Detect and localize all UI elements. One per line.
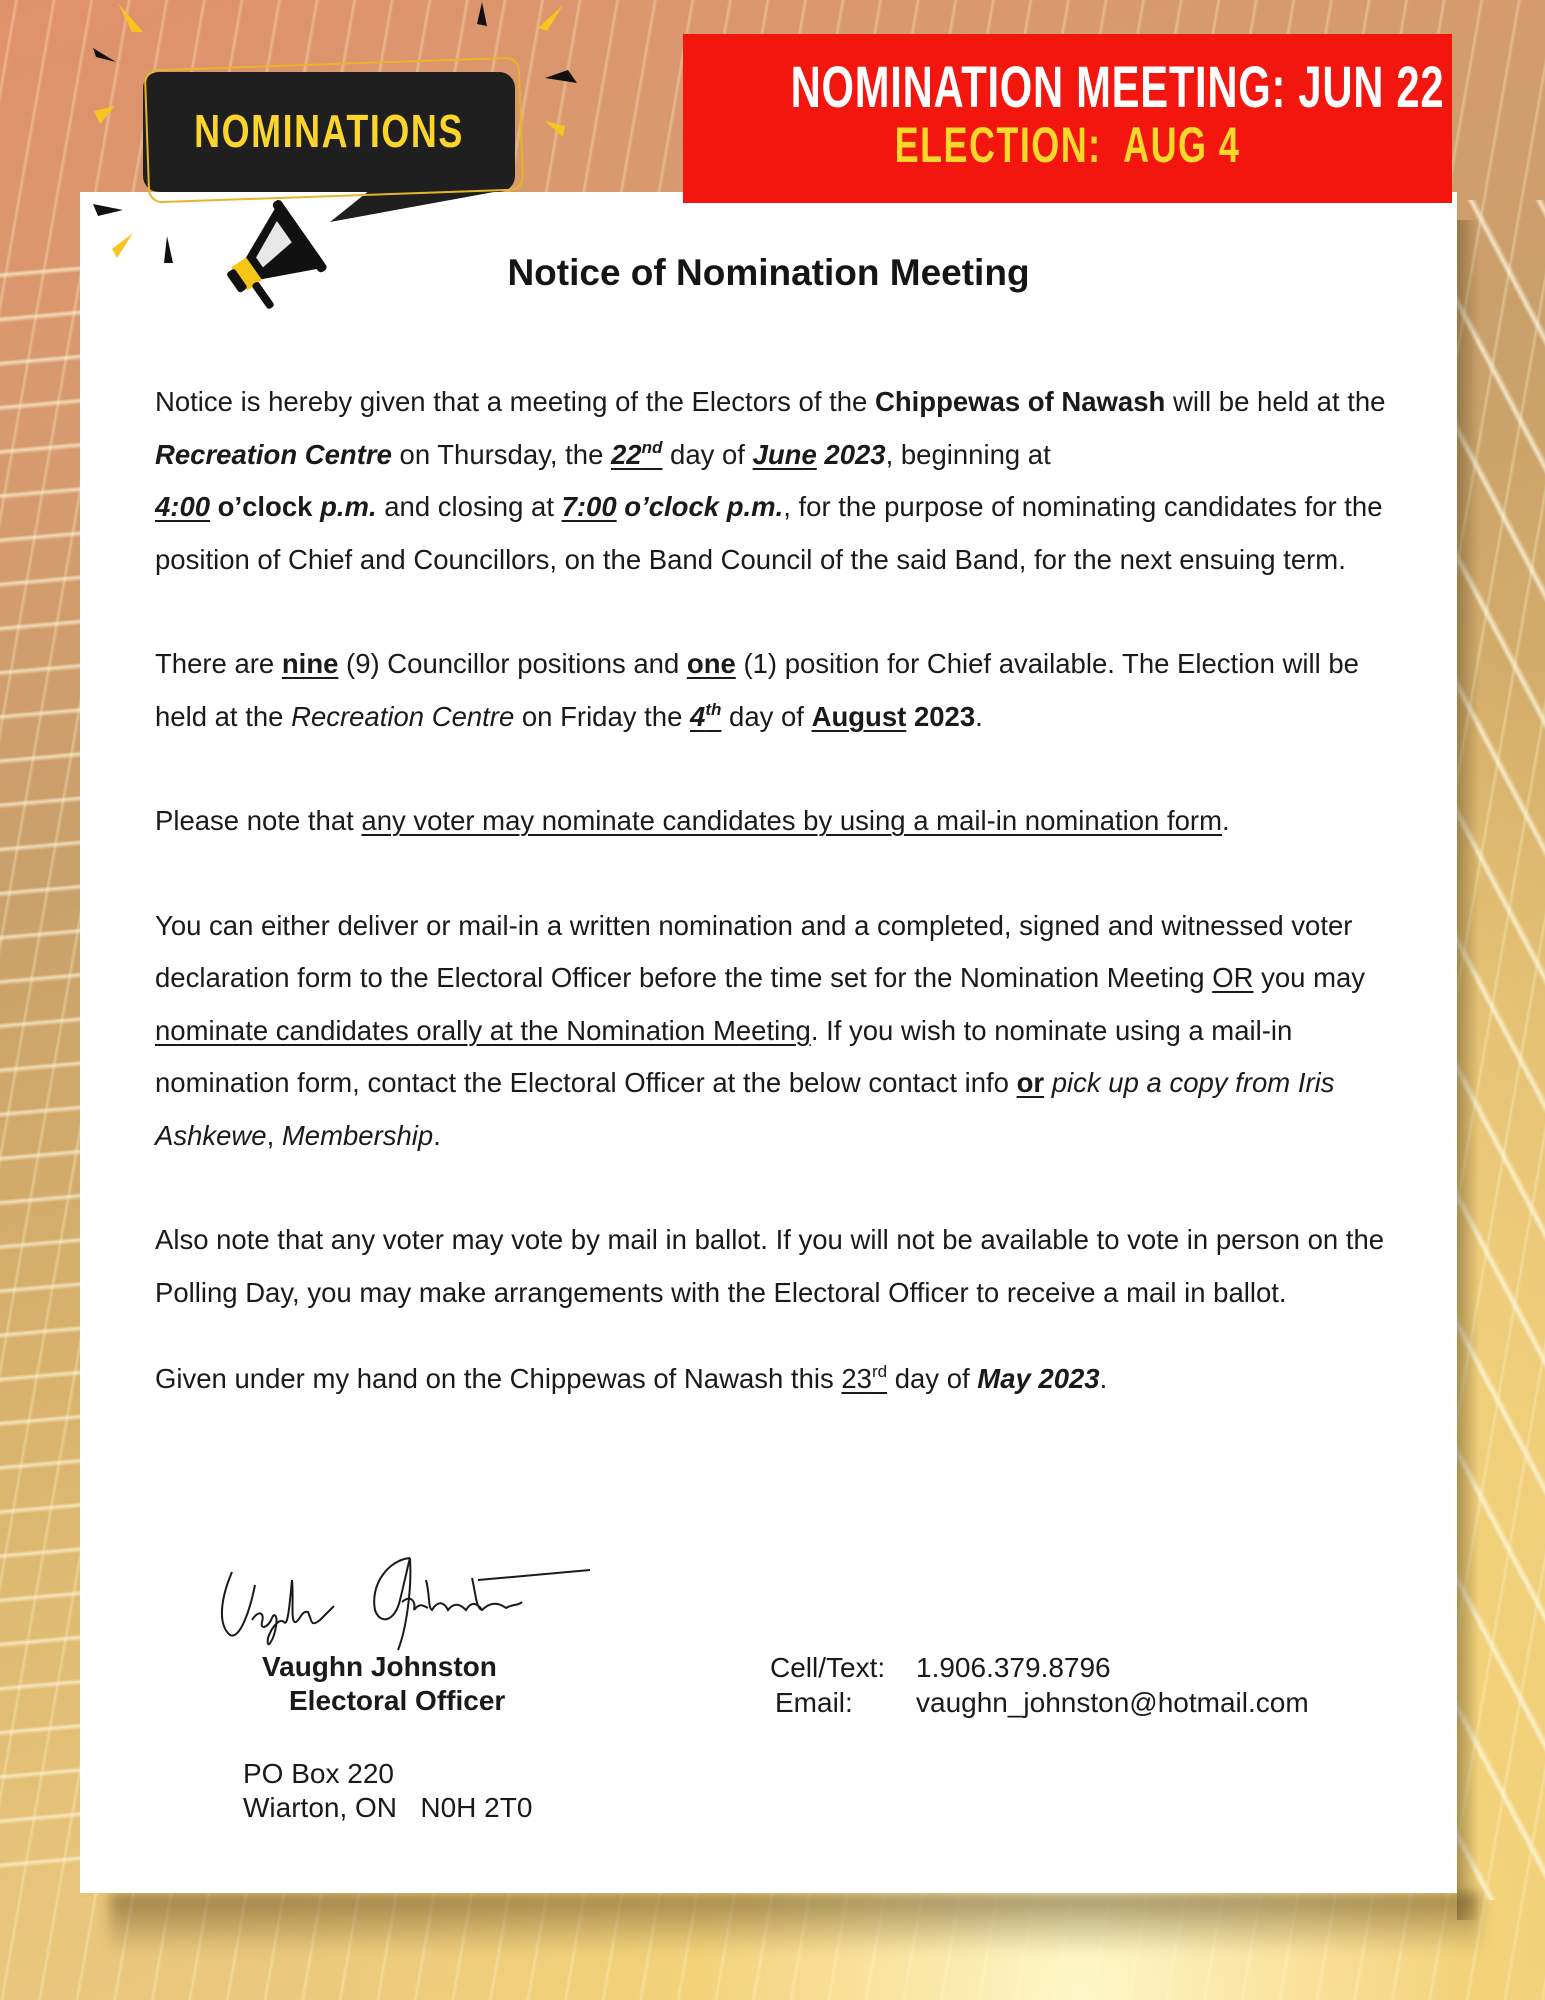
- document-body: [155, 376, 1405, 1406]
- paragraph-mail-in-note: Please note that any voter may nominate candidates by using a mail-in nomination form.: [155, 805, 1230, 836]
- paragraph-meeting-details: Notice is hereby given that a meeting of the Electors of the Chippewas of Nawash will be held at the Recreation Centre on Thursday, the 22nd day of June 2023, beginning at 4:00 o’clock p.m. and closing at 7:00 o’clock p.m., for the purpose of nominating candidates for the position of Chief and Councillors, on the Band Council of the said Band, for the next ensuing term.: [155, 386, 1386, 575]
- dates-banner: [683, 34, 1452, 203]
- signatory-name: Vaughn Johnston: [262, 1651, 497, 1682]
- contact-info: [770, 1650, 1309, 1720]
- signature-image: [210, 1540, 610, 1660]
- document-title: Notice of Nomination Meeting: [507, 252, 1030, 293]
- address-line-1: PO Box 220: [243, 1758, 394, 1789]
- paragraph-mail-ballot: Also note that any voter may vote by mail in ballot. If you will not be available to vote in person on the Polling Day, you may make arrangements with the Electoral Officer to receive a mail in ballot.: [155, 1224, 1385, 1308]
- email-label: Email:: [775, 1687, 853, 1718]
- paragraph-given-under-hand: Given under my hand on the Chippewas of Nawash this 23rd day of May 2023.: [155, 1362, 1108, 1394]
- paragraph-nomination-methods: You can either deliver or mail-in a written nomination and a completed, signed and witnessed voter declaration form to the Electoral Officer before the time set for the Nomination Meeting OR you may nominate candidates orally at the Nomination Meeting. If you wish to nominate using a mail-in nomination form, contact the Electoral Officer at the below contact info or pick up a copy from Iris Ashkewe, Membership.: [155, 909, 1366, 1151]
- nomination-meeting-date: NOMINATION MEETING: JUN 22: [790, 55, 1445, 120]
- signatory-role: Electoral Officer: [289, 1685, 506, 1716]
- election-date: ELECTION: AUG 4: [894, 117, 1241, 173]
- paragraph-positions: There are nine (9) Councillor positions and one (1) position for Chief available. The Election will be held at the Recreation Centre on Friday the 4th day of August 2023.: [155, 648, 1359, 732]
- background-rays-left: [0, 250, 90, 1900]
- address-line-2: Wiarton, ON N0H 2T0: [243, 1792, 533, 1823]
- mailing-address: [243, 1757, 532, 1825]
- email-address[interactable]: vaughn_johnston@hotmail.com: [916, 1687, 1309, 1718]
- paper-shadow: [110, 1893, 1480, 1953]
- signatory-block: [262, 1650, 505, 1718]
- paper-shadow-right: [1457, 220, 1479, 1920]
- phone-number[interactable]: 1.906.379.8796: [916, 1652, 1111, 1683]
- nominations-badge-label: NOMINATIONS: [194, 105, 464, 157]
- phone-label: Cell/Text:: [770, 1652, 886, 1683]
